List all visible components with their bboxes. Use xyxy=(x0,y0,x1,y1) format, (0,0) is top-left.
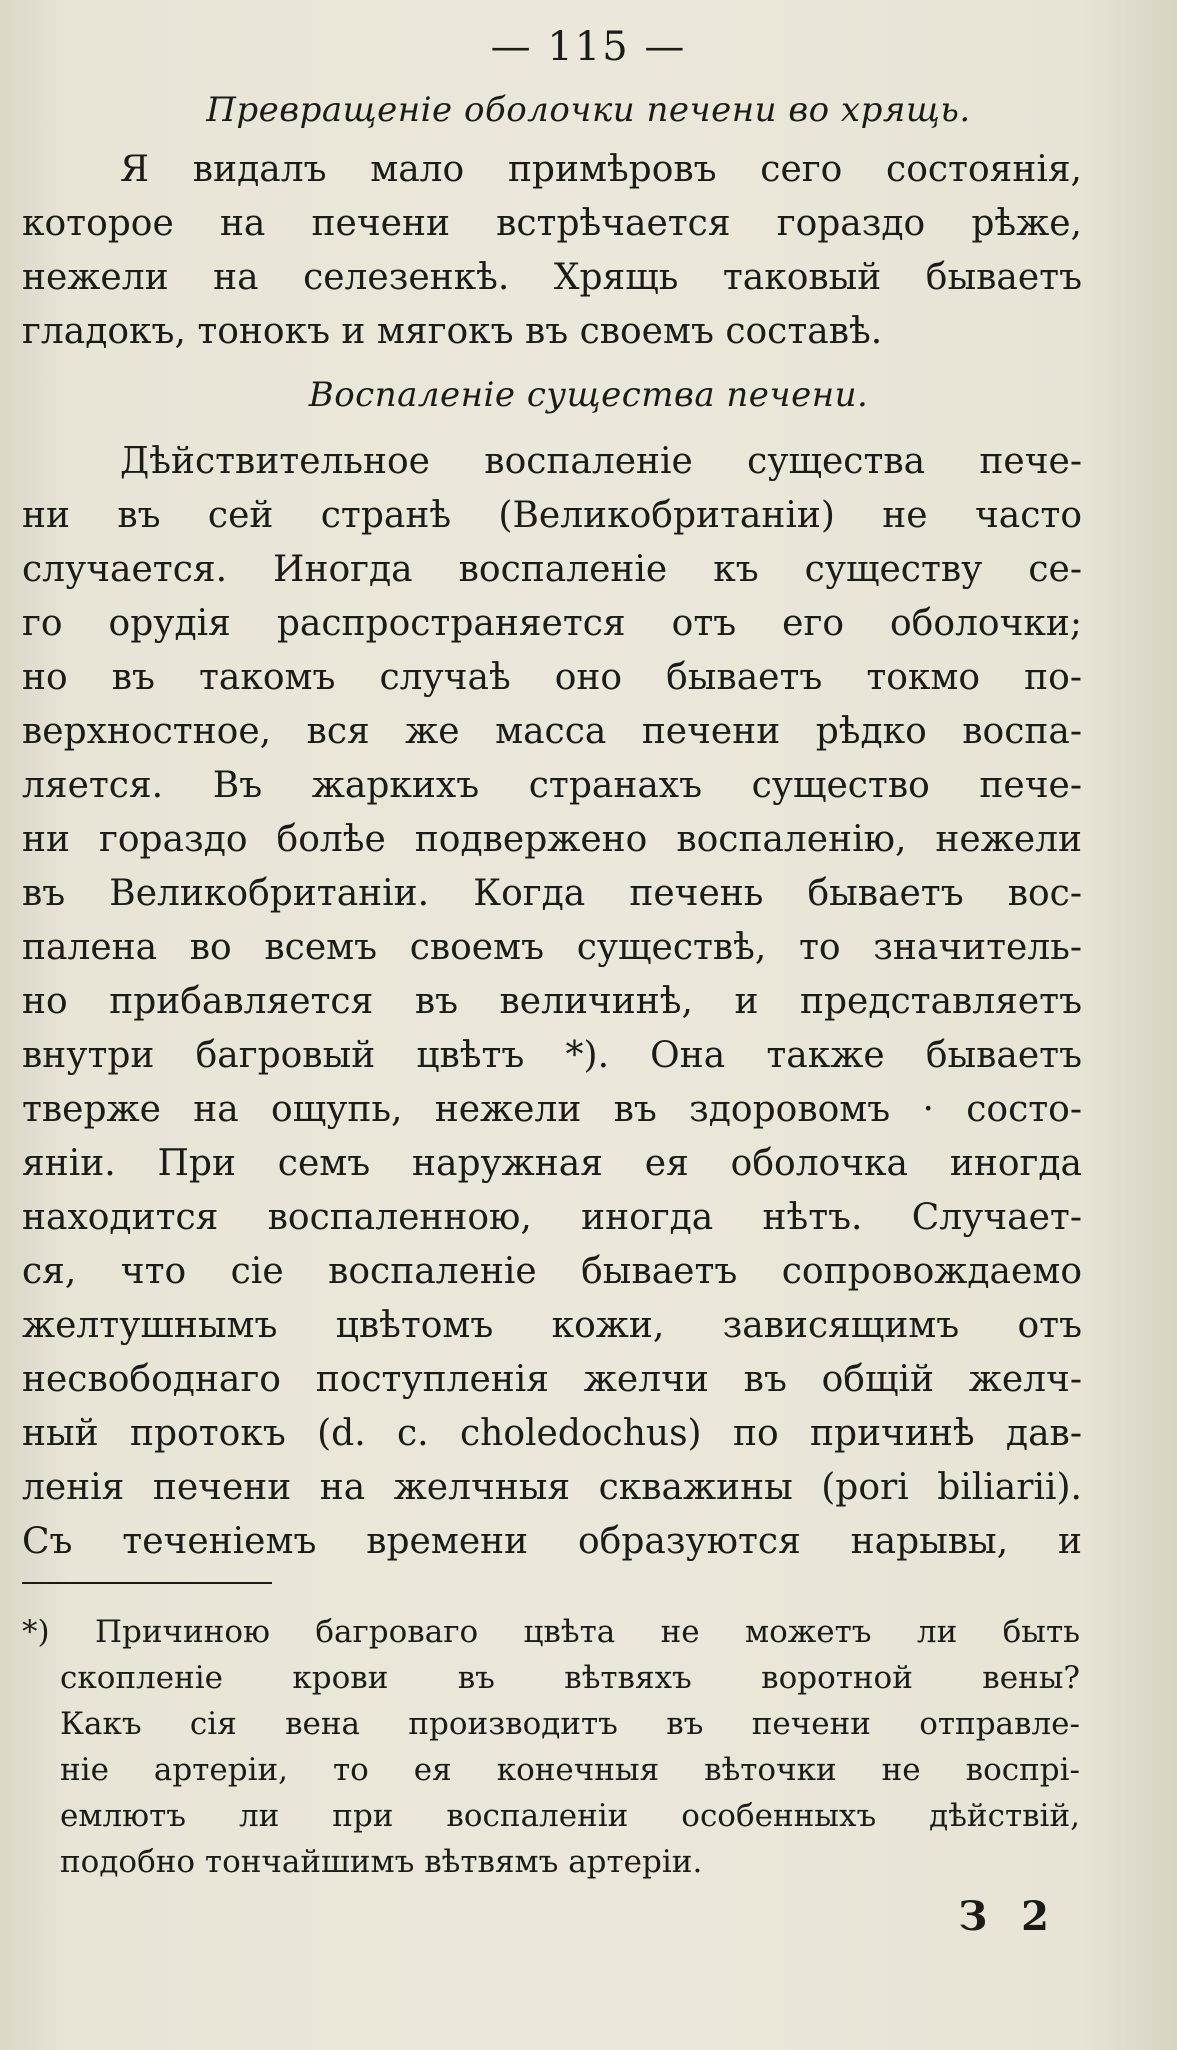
text-line: находится воспаленною, иногда нѣтъ. Случает- xyxy=(22,1197,1082,1238)
text-line: яніи. При семъ наружная ея оболочка иногда xyxy=(22,1143,1082,1184)
text-line: нежели на селезенкѣ. Хрящь таковый бываетъ xyxy=(22,257,1082,298)
footnote-divider xyxy=(22,1582,272,1584)
section-heading-cartilage: Превращеніе оболочки печени во хрящь. xyxy=(206,90,971,130)
text-line: случается. Иногда воспаленіе къ существу се- xyxy=(22,549,1082,590)
text-line: гладокъ, тонокъ и мягокъ въ своемъ составѣ. xyxy=(22,311,883,352)
text-line: палена во всемъ своемъ существѣ, то значитель- xyxy=(22,927,1082,968)
text-line: внутри багровый цвѣтъ *). Она также бываетъ xyxy=(22,1035,1082,1076)
text-line: желтушнымъ цвѣтомъ кожи, зависящимъ отъ xyxy=(22,1305,1082,1346)
page-number: — 115 — xyxy=(490,24,687,70)
text-line: но въ такомъ случаѣ оно бываетъ токмо по- xyxy=(22,657,1082,698)
footnote-line: подобно тончайшимъ вѣтвямъ артеріи. xyxy=(60,1844,703,1880)
text-line: но прибавляется въ величинѣ, и представляетъ xyxy=(22,981,1082,1022)
footnote-line: *) Причиною багроваго цвѣта не можетъ ли быть xyxy=(22,1614,1080,1650)
text-line: которое на печени встрѣчается гораздо рѣже, xyxy=(22,203,1082,244)
footnote-line: ніе артеріи, то ея конечныя вѣточки не воспрі- xyxy=(60,1752,1080,1788)
text-line: ляется. Въ жаркихъ странахъ существо пече- xyxy=(22,765,1082,806)
footnote-line: емлютъ ли при воспаленіи особенныхъ дѣйствій, xyxy=(60,1798,1080,1834)
text-line: Дѣйствительное воспаленіе существа пече- xyxy=(120,441,1082,482)
text-line: Я видалъ мало примѣровъ сего состоянія, xyxy=(120,149,1082,190)
text-line: несвободнаго поступленія желчи въ общій желч- xyxy=(22,1359,1082,1400)
text-line: ся, что сіе воспаленіе бываетъ сопровождаемо xyxy=(22,1251,1082,1292)
printer-signature: З 2 xyxy=(958,1893,1059,1940)
text-line: Съ теченіемъ времени образуются нарывы, и xyxy=(22,1521,1082,1562)
section-heading-inflammation: Воспаленіе существа печени. xyxy=(308,375,869,415)
text-line: тверже на ощупь, нежели въ здоровомъ · состо- xyxy=(22,1089,1082,1130)
text-line: ленія печени на желчныя скважины (pori biliarii). xyxy=(22,1467,1082,1508)
text-line: ни гораздо болѣе подвержено воспаленію, нежели xyxy=(22,819,1082,860)
text-line: ни въ сей странѣ (Великобританіи) не часто xyxy=(22,495,1082,536)
text-line: ный протокъ (d. c. choledochus) по причинѣ дав- xyxy=(22,1413,1082,1454)
footnote-line: Какъ сія вена производитъ въ печени отправле- xyxy=(60,1706,1080,1742)
text-line: въ Великобританіи. Когда печень бываетъ вос- xyxy=(22,873,1082,914)
footnote-line: скопленіе крови въ вѣтвяхъ воротной вены? xyxy=(60,1660,1080,1696)
text-line: верхностное, вся же масса печени рѣдко воспа- xyxy=(22,711,1082,752)
text-line: го орудія распространяется отъ его оболочки; xyxy=(22,603,1082,644)
